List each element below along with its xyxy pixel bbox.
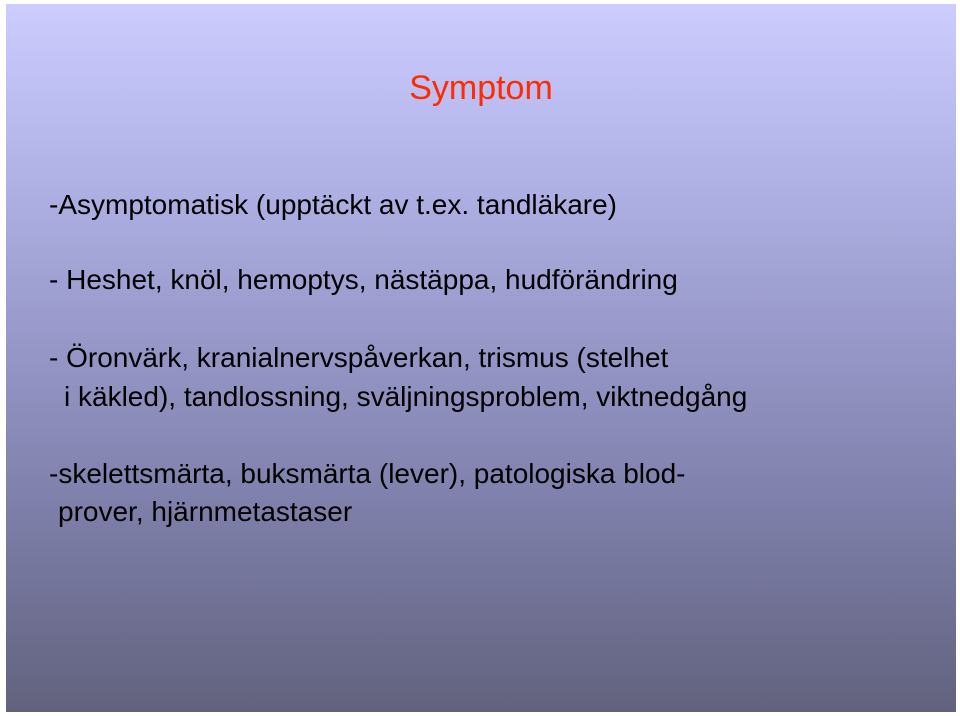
bullet-asymptomatic: -Asymptomatisk (upptäckt av t.ex. tandläkare) bbox=[49, 189, 617, 220]
bullet-skeletal-pain-continued: prover, hjärnmetastaser bbox=[58, 496, 353, 527]
bullet-ear-pain-continued: i käkled), tandlossning, sväljningsproblem, viktnedgång bbox=[64, 381, 748, 412]
bullet-ear-pain: - Öronvärk, kranialnervspåverkan, trismus (stelhet bbox=[49, 342, 669, 373]
slide bbox=[6, 4, 956, 712]
slide-title: Symptom bbox=[409, 69, 553, 107]
bullet-hoarseness: - Heshet, knöl, hemoptys, nästäppa, hudförändring bbox=[49, 264, 678, 295]
bullet-skeletal-pain: -skelettsmärta, buksmärta (lever), patologiska blod- bbox=[49, 458, 686, 489]
